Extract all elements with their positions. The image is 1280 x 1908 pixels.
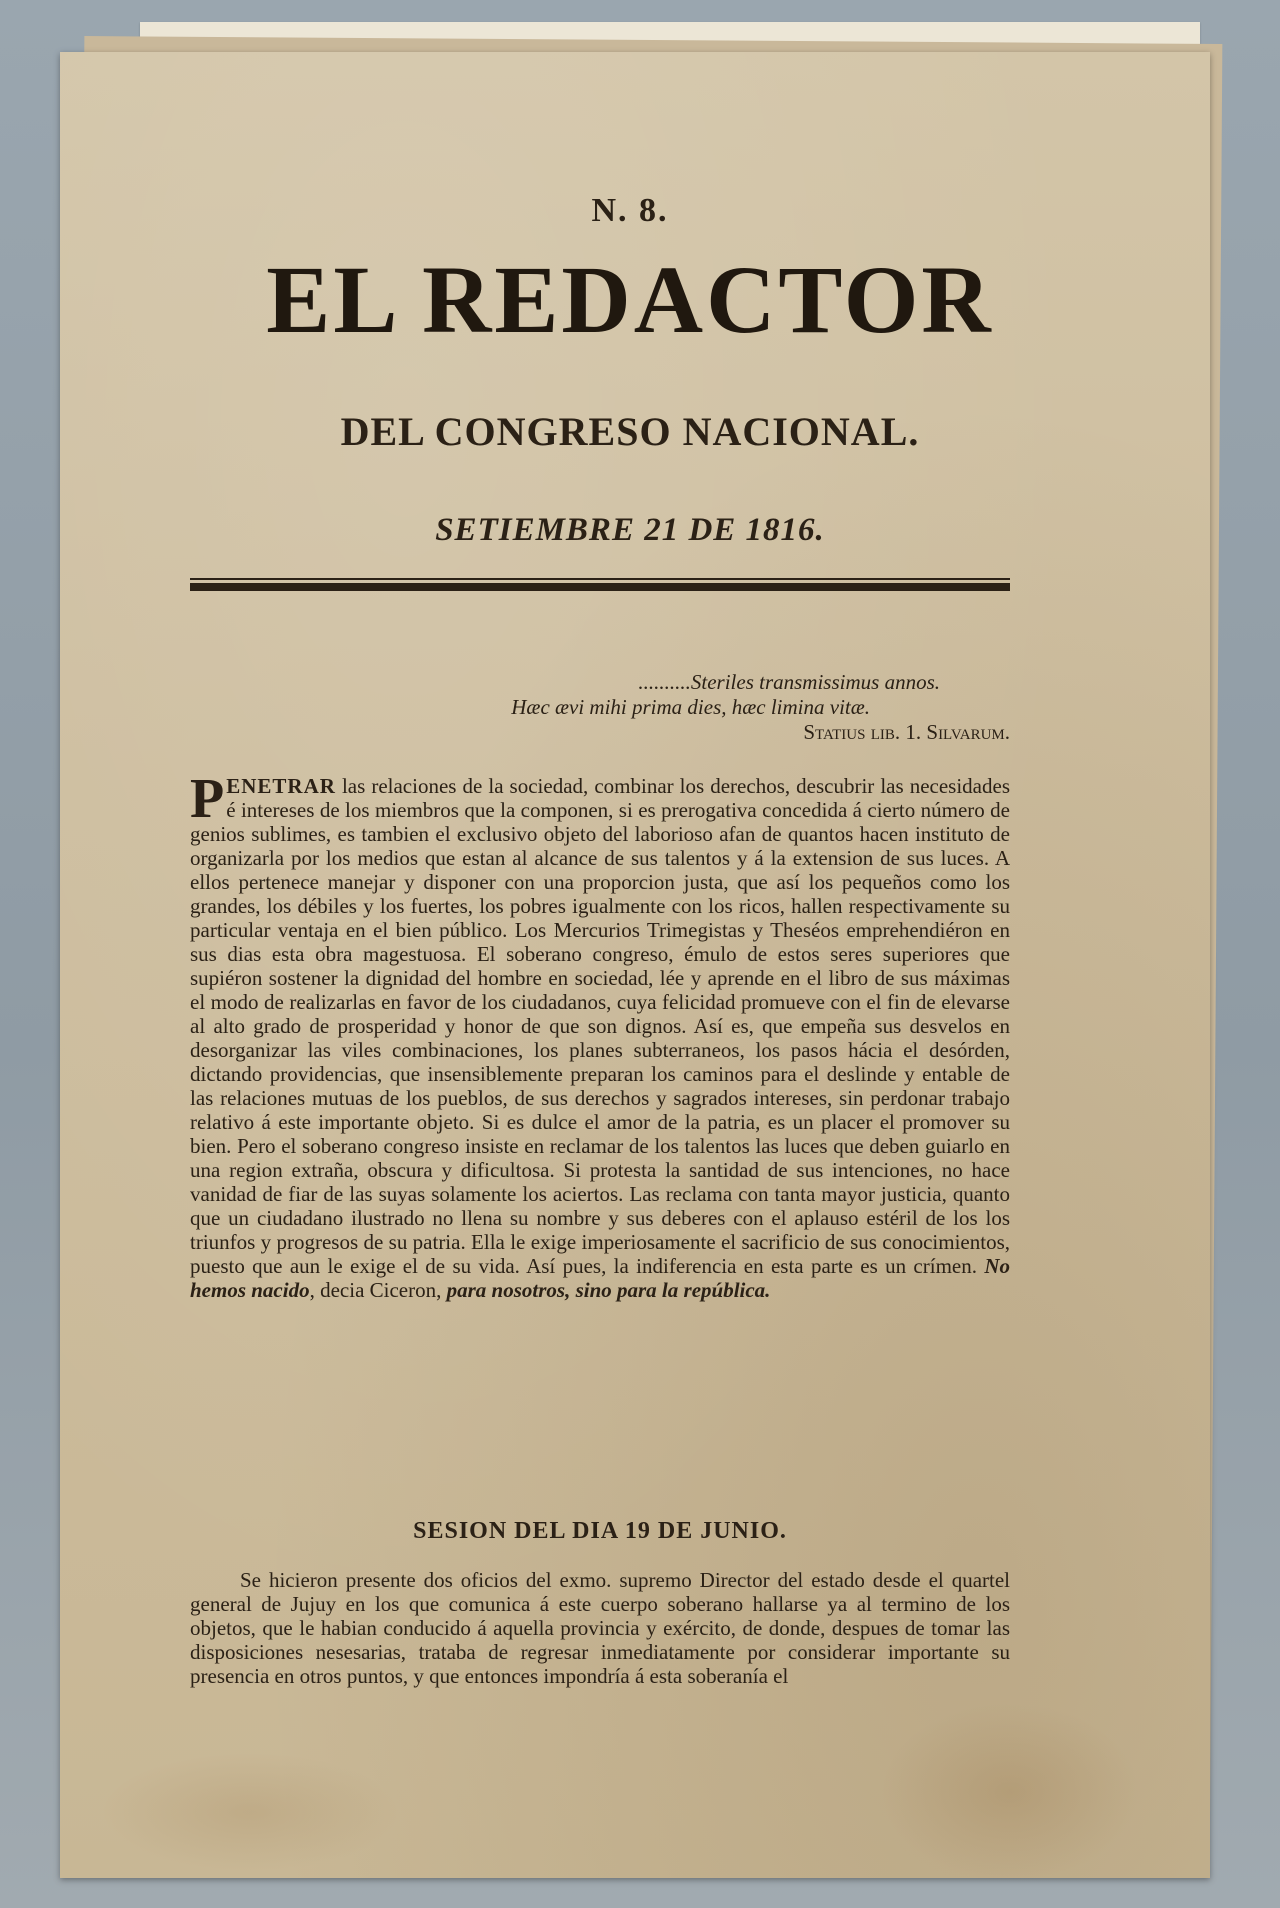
article-lead-word: ENETRAR [226, 774, 336, 798]
issue-date: SETIEMBRE 21 DE 1816. [435, 512, 825, 548]
session-heading: SESION DEL DIA 19 DE JUNIO. [413, 1518, 787, 1544]
epigraph-line: Hæc ævi mihi prima dies, hæc limina vitæ. [511, 695, 870, 719]
paper-stain [100, 1752, 400, 1872]
masthead-title: EL REDACTOR [266, 246, 994, 353]
divider-thin-line [190, 578, 1010, 580]
epigraph-line: ..........Steriles transmissimus annos. [638, 670, 940, 694]
epigraph [190, 670, 1010, 745]
article-paragraph: las relaciones de la sociedad, combinar los derechos, descubrir las necesidades é intereses de los miembros que la componen, si es prerogativa concedida á cierto número de genios sublimes, es tambien el exclusivo objeto del laborioso afan de quantos hacen instituto de organizarla por los medios que estan al alcance de sus talentos y á la extension de sus luces. A ellos pertenece manejar y disponer con una proporcion justa, que así los pequeños como los grandes, los débiles y los fuertes, los pobres igualmente con los ricos, hallen respectivamente su particular ventaja en el bien público. Los Mercurios Trimegistas y Theséos emprehendiéron en sus dias esta obra magestuosa. El soberano congreso, émulo de estos seres superiores que supiéron sostener la dignidad del hombre en sociedad, lée y aprende en el libro de sus máximas el modo de realizarlas en favor de los ciudadanos, cuya felicidad promueve con el fin de elevarse al alto grado de prosperidad y honor de que son dignos. Así es, que empeña sus desvelos en desorganizar las viles combinaciones, los planes subterraneos, los pasos hácia el desórden, dictando providencias, que insensiblemente preparan los caminos para el deslinde y entable de las relaciones mutuas de los pueblos, de sus derechos y sagrados intereses, sin perdonar trabajo relativo á este importante objeto. Si es dulce el amor de la patria, es un placer el promover su bien. Pero el soberano congreso insiste en reclamar de los talentos las luces que deben guiarlo en una region extraña, obscura y dificultosa. Si protesta la santidad de sus intenciones, no hace vanidad de fiar de las suyas solamente los aciertos. Las reclama con tanta mayor justicia, quanto que un ciudadano ilustrado no llena su nombre y sus deberes con el aplauso estéril de los los triunfos y progresos de su patria. Ella le exige imperiosamente el sacrificio de sus conocimientos, puesto que aun le exige el de su vida. Así pues, la indiferencia en esta parte es un crímen. [190, 774, 1010, 1278]
article-quote-connector: , decia Ciceron, [309, 1278, 447, 1302]
newspaper-page [60, 52, 1210, 1878]
article-body [190, 768, 1010, 1302]
issue-number: N. 8. [591, 192, 669, 229]
article-quote: No hemos nacido [190, 1254, 1010, 1302]
drop-cap: P [190, 768, 225, 830]
article-quote-end: para nosotros, sino para la república. [446, 1278, 771, 1302]
epigraph-attribution: Statius lib. 1. Silvarum. [803, 720, 1010, 744]
divider-thick-line [190, 583, 1010, 591]
session-paragraph: Se hicieron presente dos oficios del exmo. supremo Director del estado desde el quartel general de Jujuy en los que comunica á este cuerpo soberano hallarse ya al termino de los objetos, que le habian conducido á aquella provincia y exército, de donde, despues de tomar las disposiciones nesesarias, trataba de regresar inmediatamente por considerar importante su presencia en otros puntos, y que entonces impondría á esta soberanía el [190, 1568, 1010, 1688]
paper-stain [880, 1702, 1140, 1882]
masthead-subtitle: DEL CONGRESO NACIONAL. [340, 409, 920, 454]
header-divider [190, 578, 1010, 592]
